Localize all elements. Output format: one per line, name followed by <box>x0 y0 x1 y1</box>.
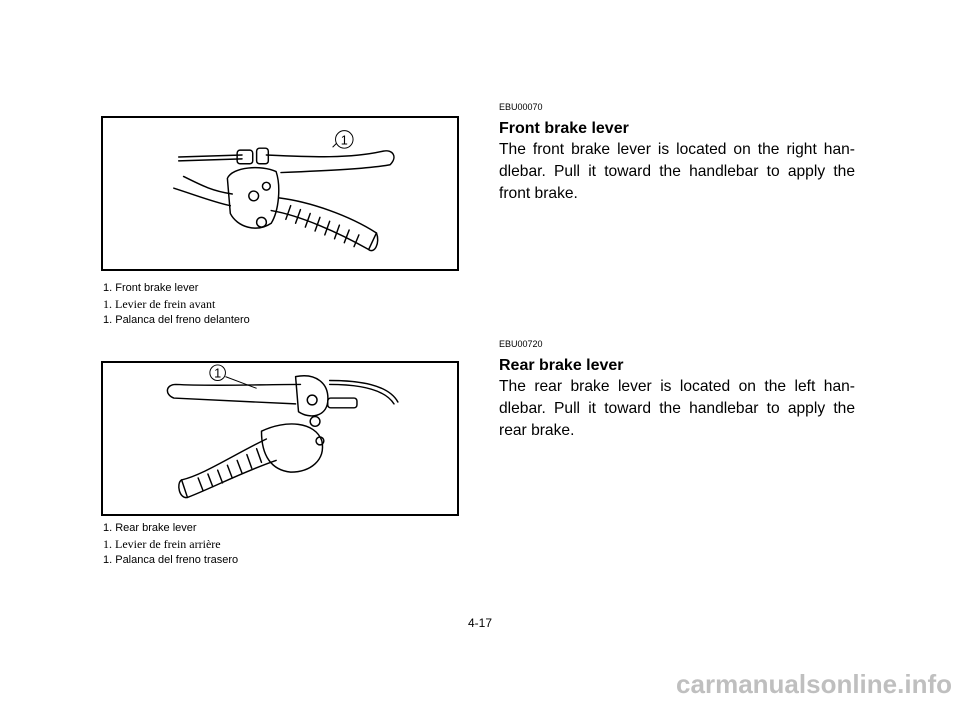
rear-lever-callout: 1 <box>214 366 222 381</box>
rear-brake-lever-drawing <box>103 363 457 514</box>
section-code: EBU00720 <box>499 339 543 349</box>
rear-brake-lever-illustration <box>101 361 459 516</box>
section-heading: Front brake lever <box>499 120 629 137</box>
watermark: carmanualsonline.info <box>676 669 952 699</box>
section-body: The front brake lever is located on the right han-dlebar. Pull it toward the handlebar to apply the front brake. <box>499 141 855 202</box>
section-code: EBU00070 <box>499 102 543 112</box>
caption-english: 1. Rear brake lever <box>103 522 197 534</box>
rear-brake-section <box>499 338 855 442</box>
caption-french: 1. Levier de frein arrière <box>103 537 221 551</box>
section-heading: Rear brake lever <box>499 357 624 374</box>
front-brake-section <box>499 101 855 205</box>
caption-spanish: 1. Palanca del freno trasero <box>103 554 239 566</box>
front-lever-callout: 1 <box>340 133 348 148</box>
page-number: 4-17 <box>467 616 493 630</box>
caption-spanish: 1. Palanca del freno delantero <box>103 314 250 326</box>
caption-french: 1. Levier de frein avant <box>103 297 216 311</box>
front-brake-lever-illustration <box>101 116 459 271</box>
front-brake-lever-drawing <box>103 118 457 269</box>
front-brake-caption-block <box>103 280 250 328</box>
section-body: The rear brake lever is located on the left han-dlebar. Pull it toward the handlebar to apply the rear brake. <box>499 378 855 439</box>
caption-english: 1. Front brake lever <box>103 282 199 294</box>
rear-brake-caption-block <box>103 520 238 568</box>
